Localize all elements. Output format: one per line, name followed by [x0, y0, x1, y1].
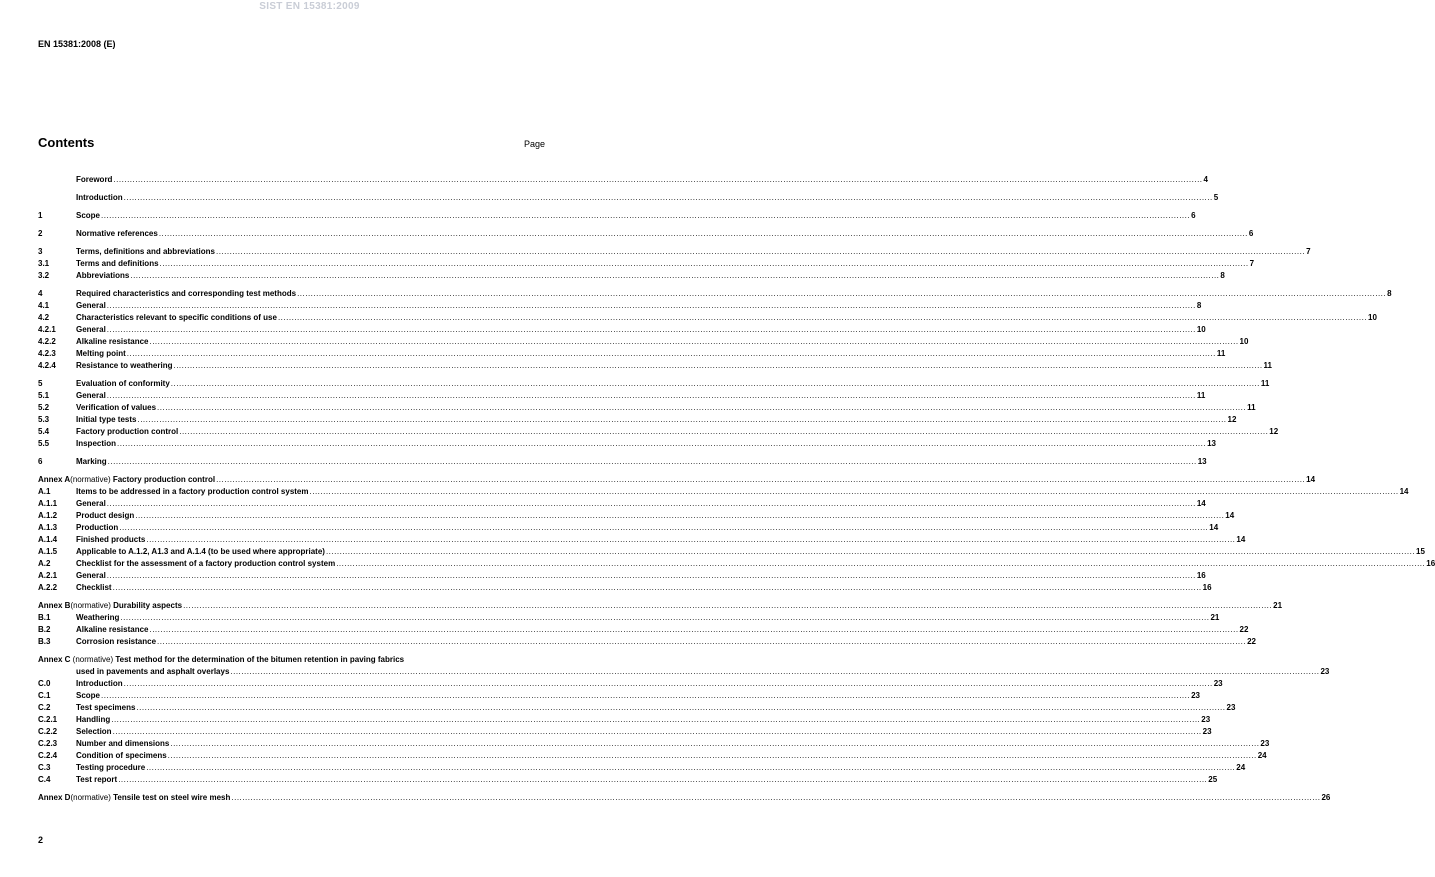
toc-entry-page: 8: [1220, 271, 1225, 280]
toc-entry-number: A.2.2: [38, 583, 58, 592]
toc-entry[interactable]: [38, 438, 1216, 450]
toc-leader-dots: ................................................................................................................................................................................................................................................................................................................................................................................................................: [106, 301, 1196, 310]
toc-entry-number: B.2: [38, 625, 51, 634]
toc-entry-title: Characteristics relevant to specific conditions of use: [76, 313, 277, 322]
toc-entry-number: C.2.1: [38, 715, 58, 724]
toc-entry[interactable]: [38, 726, 1212, 738]
toc-entry[interactable]: [38, 402, 1256, 414]
toc-leader-dots: ................................................................................................................................................................................................................................................................................................................................................................................................................: [106, 325, 1196, 334]
toc-leader-dots: ................................................................................................................................................................................................................................................................................................................................................................................................................: [170, 379, 1260, 388]
toc-entry-page: 23: [1260, 739, 1270, 748]
toc-entry-title: Foreword: [76, 175, 113, 184]
toc-entry[interactable]: [38, 666, 1330, 678]
toc-entry-title: General: [76, 499, 106, 508]
toc-entry-page: 10: [1239, 337, 1249, 346]
toc-entry-title: General: [76, 571, 106, 580]
toc-entry-page: 11: [1196, 391, 1206, 400]
toc-entry-title: Normative references: [76, 229, 158, 238]
toc-leader-dots: ................................................................................................................................................................................................................................................................................................................................................................................................................: [149, 337, 1239, 346]
toc-leader-dots: ................................................................................................................................................................................................................................................................................................................................................................................................................: [231, 793, 1321, 802]
toc-leader-dots: ................................................................................................................................................................................................................................................................................................................................................................................................................: [101, 691, 1191, 700]
toc-entry-number: C.2: [38, 703, 51, 712]
toc-entry[interactable]: [38, 210, 1196, 222]
toc-entry-page: 14: [1225, 511, 1235, 520]
toc-entry-title: Test specimens: [76, 703, 136, 712]
toc-entry-title: Testing procedure: [76, 763, 146, 772]
toc-entry-number: 4.1: [38, 301, 50, 310]
toc-entry-page: 14: [1209, 523, 1219, 532]
toc-entry[interactable]: [38, 300, 1202, 312]
toc-entry[interactable]: [38, 558, 1435, 570]
toc-entry-title: [70, 474, 215, 486]
toc-entry[interactable]: [38, 678, 1223, 690]
toc-leader-dots: ................................................................................................................................................................................................................................................................................................................................................................................................................: [120, 613, 1210, 622]
toc-entry-title: [70, 655, 404, 664]
toc-leader-dots: ................................................................................................................................................................................................................................................................................................................................................................................................................: [336, 559, 1426, 568]
toc-entry-title: Abbreviations: [76, 271, 130, 280]
toc-entry-number: C.0: [38, 679, 51, 688]
toc-entry-page: 7: [1306, 247, 1311, 256]
toc-entry-page: 26: [1321, 793, 1331, 802]
toc-leader-dots: ................................................................................................................................................................................................................................................................................................................................................................................................................: [216, 475, 1306, 484]
toc-entry[interactable]: [38, 324, 1206, 336]
toc-entry-page: 25: [1208, 775, 1218, 784]
toc-entry-title: Introduction: [76, 679, 123, 688]
toc-entry-title: Melting point: [76, 349, 126, 358]
page-title: Contents: [38, 135, 95, 150]
toc-entry-number: 5.4: [38, 427, 50, 436]
toc-entry[interactable]: [38, 702, 1236, 714]
toc-entry-title: Checklist: [76, 583, 112, 592]
toc-entry[interactable]: [38, 498, 1206, 510]
toc-entry[interactable]: [38, 312, 1377, 324]
toc-leader-dots: ................................................................................................................................................................................................................................................................................................................................................................................................................: [106, 571, 1196, 580]
toc-entry-number: A.1.4: [38, 535, 58, 544]
toc-entry-number: 6: [38, 457, 43, 466]
toc-entry-title: Test report: [76, 775, 118, 784]
toc-entry-number: A.1.5: [38, 547, 58, 556]
toc-entry-number: 4: [38, 289, 43, 298]
toc-entry-number: A.2: [38, 559, 51, 568]
toc-leader-dots: ................................................................................................................................................................................................................................................................................................................................................................................................................: [309, 487, 1399, 496]
toc-entry-number: C.2.3: [38, 739, 58, 748]
toc-entry-number: 2: [38, 229, 43, 238]
toc-entry-number: A.2.1: [38, 571, 58, 580]
toc-entry[interactable]: [38, 750, 1267, 762]
toc-leader-dots: ................................................................................................................................................................................................................................................................................................................................................................................................................: [146, 535, 1236, 544]
toc-entry-title: Weathering: [76, 613, 120, 622]
toc-entry-page: 14: [1196, 499, 1206, 508]
toc-entry[interactable]: [38, 192, 1219, 204]
toc-entry-page: 23: [1226, 703, 1236, 712]
toc-entry-number: 4.2: [38, 313, 50, 322]
toc-entry-page: 24: [1257, 751, 1267, 760]
toc-leader-dots: ................................................................................................................................................................................................................................................................................................................................................................................................................: [107, 457, 1197, 466]
toc-leader-dots: ................................................................................................................................................................................................................................................................................................................................................................................................................: [111, 715, 1201, 724]
toc-entry-title: Corrosion resistance: [76, 637, 157, 646]
toc-entry-number: Annex B: [38, 601, 71, 610]
toc-leader-dots: ................................................................................................................................................................................................................................................................................................................................................................................................................: [137, 415, 1227, 424]
toc-entry[interactable]: [38, 762, 1246, 774]
toc-entry-title: Resistance to weathering: [76, 361, 173, 370]
toc-entry-number: 5.1: [38, 391, 50, 400]
toc-entry-title: General: [76, 391, 106, 400]
toc-entry-page: 16: [1196, 571, 1206, 580]
toc-entry-title: Factory production control: [76, 427, 179, 436]
toc-leader-dots: ................................................................................................................................................................................................................................................................................................................................................................................................................: [159, 259, 1249, 268]
toc-leader-dots: ................................................................................................................................................................................................................................................................................................................................................................................................................: [123, 679, 1213, 688]
toc-entry[interactable]: [38, 360, 1273, 372]
toc-entry-title: Handling: [76, 715, 111, 724]
toc-leader-dots: ................................................................................................................................................................................................................................................................................................................................................................................................................: [112, 583, 1202, 592]
toc-leader-dots: ................................................................................................................................................................................................................................................................................................................................................................................................................: [157, 637, 1247, 646]
toc-entry[interactable]: [38, 582, 1212, 594]
toc-entry[interactable]: [38, 714, 1211, 726]
toc-entry-page: 23: [1201, 715, 1211, 724]
toc-leader-dots: ................................................................................................................................................................................................................................................................................................................................................................................................................: [135, 511, 1225, 520]
table-of-contents: [38, 174, 1435, 804]
toc-entry-number: 4.2.4: [38, 361, 56, 370]
toc-entry-title: [70, 600, 182, 612]
toc-entry-page: 6: [1191, 211, 1196, 220]
toc-entry-title: used in pavements and asphalt overlays: [76, 667, 230, 676]
toc-entry-title: Selection: [76, 727, 112, 736]
toc-leader-dots: ................................................................................................................................................................................................................................................................................................................................................................................................................: [170, 739, 1260, 748]
toc-entry[interactable]: [38, 774, 1218, 786]
toc-entry-page: 23: [1191, 691, 1200, 700]
toc-entry-page: 15: [1416, 547, 1425, 556]
toc-entry-number: B.3: [38, 637, 51, 646]
toc-entry[interactable]: [38, 414, 1237, 426]
toc-leader-dots: ................................................................................................................................................................................................................................................................................................................................................................................................................: [118, 775, 1208, 784]
toc-entry-page: 12: [1269, 427, 1279, 436]
toc-entry-page: 14: [1306, 475, 1316, 484]
toc-entry-number: A.1: [38, 487, 51, 496]
toc-entry[interactable]: [38, 336, 1249, 348]
toc-entry-page: 11: [1247, 403, 1256, 412]
toc-annex-title: Factory production control: [112, 475, 216, 484]
toc-entry-page: 6: [1248, 229, 1254, 238]
toc-annex-status: (normative): [70, 601, 114, 610]
toc-entry-title: Number and dimensions: [76, 739, 170, 748]
toc-entry-title: Terms, definitions and abbreviations: [76, 247, 215, 256]
toc-entry-title: Marking: [76, 457, 107, 466]
toc-entry-number: C.2.4: [38, 751, 58, 760]
toc-entry-title: Condition of specimens: [76, 751, 167, 760]
toc-leader-dots: ................................................................................................................................................................................................................................................................................................................................................................................................................: [101, 211, 1191, 220]
toc-entry-title: Finished products: [76, 535, 146, 544]
toc-entry-number: 4.2.1: [38, 325, 56, 334]
toc-leader-dots: ................................................................................................................................................................................................................................................................................................................................................................................................................: [277, 313, 1368, 322]
toc-entry[interactable]: [38, 456, 1207, 468]
toc-leader-dots: ................................................................................................................................................................................................................................................................................................................................................................................................................: [183, 601, 1273, 610]
toc-entry-page: 11: [1260, 379, 1270, 388]
toc-entry-page: 13: [1197, 457, 1207, 466]
toc-entry-title: Inspection: [76, 439, 117, 448]
toc-entry[interactable]: [38, 348, 1226, 360]
toc-leader-dots: ................................................................................................................................................................................................................................................................................................................................................................................................................: [216, 247, 1306, 256]
toc-entry-number: Annex A: [38, 475, 71, 484]
toc-entry[interactable]: [38, 654, 545, 666]
toc-entry-number: A.1.1: [38, 499, 58, 508]
toc-leader-dots: ................................................................................................................................................................................................................................................................................................................................................................................................................: [297, 289, 1387, 298]
toc-leader-dots: ................................................................................................................................................................................................................................................................................................................................................................................................................: [136, 703, 1226, 712]
toc-leader-dots: ................................................................................................................................................................................................................................................................................................................................................................................................................: [158, 229, 1248, 238]
toc-entry-title: Items to be addressed in a factory production control system: [76, 487, 309, 496]
toc-entry[interactable]: [38, 600, 1283, 612]
toc-entry[interactable]: [38, 546, 1425, 558]
toc-annex-status: (normative): [70, 475, 113, 484]
toc-entry[interactable]: [38, 624, 1249, 636]
toc-annex-title: Durability aspects: [113, 601, 183, 610]
toc-entry-title: Evaluation of conformity: [76, 379, 170, 388]
toc-entry-page: 22: [1247, 637, 1256, 646]
toc-entry-title: [70, 792, 230, 804]
document-header: EN 15381:2008 (E): [38, 39, 116, 49]
toc-annex-status: (normative): [70, 793, 114, 802]
toc-entry-number: A.1.3: [38, 523, 58, 532]
toc-entry-page: 21: [1273, 601, 1283, 610]
toc-entry-title: General: [76, 325, 106, 334]
toc-leader-dots: ................................................................................................................................................................................................................................................................................................................................................................................................................: [117, 439, 1207, 448]
toc-entry[interactable]: [38, 228, 1254, 240]
toc-entry[interactable]: [38, 474, 1316, 486]
toc-leader-dots: ................................................................................................................................................................................................................................................................................................................................................................................................................: [179, 427, 1269, 436]
toc-leader-dots: ................................................................................................................................................................................................................................................................................................................................................................................................................: [112, 727, 1202, 736]
toc-entry-page: 8: [1387, 289, 1392, 298]
toc-entry[interactable]: [38, 390, 1206, 402]
toc-entry-number: 4.2.2: [38, 337, 56, 346]
toc-entry[interactable]: [38, 534, 1246, 546]
toc-entry-number: Annex D: [38, 793, 71, 802]
toc-entry-page: 21: [1210, 613, 1220, 622]
toc-entry[interactable]: [38, 690, 1200, 702]
toc-entry-page: 7: [1249, 259, 1255, 268]
toc-entry[interactable]: [38, 258, 1255, 270]
toc-entry-title: Alkaline resistance: [76, 625, 149, 634]
toc-entry-number: Annex C: [38, 655, 71, 664]
toc-entry-number: 5.5: [38, 439, 50, 448]
toc-entry[interactable]: [38, 738, 1270, 750]
toc-leader-dots: ................................................................................................................................................................................................................................................................................................................................................................................................................: [123, 193, 1213, 202]
toc-entry-title: Required characteristics and corresponding test methods: [76, 289, 297, 298]
toc-entry-number: C.1: [38, 691, 51, 700]
toc-entry-title: Terms and definitions: [76, 259, 159, 268]
toc-entry-title: Scope: [76, 211, 101, 220]
toc-leader-dots: ................................................................................................................................................................................................................................................................................................................................................................................................................: [130, 271, 1220, 280]
toc-entry-number: 5.3: [38, 415, 50, 424]
toc-leader-dots: ................................................................................................................................................................................................................................................................................................................................................................................................................: [325, 547, 1416, 556]
toc-entry-page: 14: [1236, 535, 1246, 544]
toc-entry-title: Product design: [76, 511, 135, 520]
toc-annex-title: Test method for the determination of the bitumen retention in paving fabrics: [115, 655, 405, 664]
toc-annex-title: Tensile test on steel wire mesh: [113, 793, 231, 802]
toc-entry-title: Alkaline resistance: [76, 337, 149, 346]
watermark: SIST EN 15381:2009: [259, 1, 360, 12]
toc-entry-number: 3.1: [38, 259, 50, 268]
toc-leader-dots: ................................................................................................................................................................................................................................................................................................................................................................................................................: [106, 499, 1196, 508]
page-number: 2: [38, 835, 44, 845]
toc-entry-page: 13: [1207, 439, 1216, 448]
toc-leader-dots: ................................................................................................................................................................................................................................................................................................................................................................................................................: [230, 667, 1320, 676]
toc-entry[interactable]: [38, 792, 1331, 804]
toc-entry[interactable]: [38, 174, 1208, 186]
toc-leader-dots: ................................................................................................................................................................................................................................................................................................................................................................................................................: [167, 751, 1257, 760]
toc-leader-dots: ................................................................................................................................................................................................................................................................................................................................................................................................................: [146, 763, 1236, 772]
toc-entry-page: 11: [1216, 349, 1226, 358]
toc-leader-dots: ................................................................................................................................................................................................................................................................................................................................................................................................................: [126, 349, 1216, 358]
toc-entry-number: 1: [38, 211, 43, 220]
toc-entry-title: Introduction: [76, 193, 123, 202]
toc-entry-number: 5.2: [38, 403, 50, 412]
toc-entry-title: Scope: [76, 691, 101, 700]
toc-entry-page: 16: [1202, 583, 1212, 592]
toc-entry-page: 22: [1239, 625, 1249, 634]
toc-entry-number: C.3: [38, 763, 51, 772]
toc-entry-page: 14: [1399, 487, 1409, 496]
toc-entry[interactable]: [38, 486, 1409, 498]
toc-leader-dots: ................................................................................................................................................................................................................................................................................................................................................................................................................: [173, 361, 1263, 370]
toc-entry-number: 3: [38, 247, 43, 256]
toc-entry[interactable]: [38, 570, 1206, 582]
toc-entry-page: 23: [1202, 727, 1212, 736]
toc-entry-title: Applicable to A.1.2, A1.3 and A.1.4 (to be used where appropriate): [76, 547, 325, 556]
toc-entry-page: 23: [1213, 679, 1223, 688]
toc-leader-dots: ................................................................................................................................................................................................................................................................................................................................................................................................................: [119, 523, 1209, 532]
toc-entry-title: General: [76, 301, 106, 310]
toc-leader-dots: ................................................................................................................................................................................................................................................................................................................................................................................................................: [149, 625, 1239, 634]
toc-entry[interactable]: [38, 378, 1270, 390]
toc-entry-page: 11: [1263, 361, 1273, 370]
toc-entry-number: 5: [38, 379, 43, 388]
toc-entry-page: 12: [1227, 415, 1237, 424]
toc-entry[interactable]: [38, 426, 1279, 438]
toc-leader-dots: ................................................................................................................................................................................................................................................................................................................................................................................................................: [113, 175, 1203, 184]
toc-annex-status: (normative): [70, 655, 116, 664]
toc-entry-number: 3.2: [38, 271, 50, 280]
toc-entry-number: C.2.2: [38, 727, 58, 736]
toc-entry[interactable]: [38, 522, 1219, 534]
toc-entry-title: Verification of values: [76, 403, 157, 412]
page-column-heading: Page: [523, 139, 545, 149]
toc-entry[interactable]: [38, 612, 1220, 624]
toc-leader-dots: ................................................................................................................................................................................................................................................................................................................................................................................................................: [106, 391, 1196, 400]
toc-entry-title: Checklist for the assessment of a factory production control system: [76, 559, 336, 568]
toc-entry[interactable]: [38, 636, 1256, 648]
toc-entry-page: 8: [1196, 301, 1202, 310]
toc-entry[interactable]: [38, 510, 1235, 522]
toc-entry[interactable]: [38, 270, 1225, 282]
toc-entry-page: 4: [1203, 175, 1208, 184]
toc-entry[interactable]: [38, 288, 1392, 300]
toc-entry-page: 10: [1196, 325, 1206, 334]
toc-entry-number: 4.2.3: [38, 349, 56, 358]
toc-entry-page: 10: [1368, 313, 1377, 322]
toc-entry-number: B.1: [38, 613, 51, 622]
toc-entry-page: 16: [1426, 559, 1435, 568]
toc-entry-number: A.1.2: [38, 511, 58, 520]
toc-entry-page: 24: [1236, 763, 1246, 772]
toc-entry[interactable]: [38, 246, 1311, 258]
toc-entry-title: Production: [76, 523, 119, 532]
toc-leader-dots: ................................................................................................................................................................................................................................................................................................................................................................................................................: [157, 403, 1247, 412]
toc-entry-title: Initial type tests: [76, 415, 137, 424]
toc-entry-page: 5: [1213, 193, 1219, 202]
toc-entry-number: C.4: [38, 775, 51, 784]
toc-entry-page: 23: [1320, 667, 1330, 676]
